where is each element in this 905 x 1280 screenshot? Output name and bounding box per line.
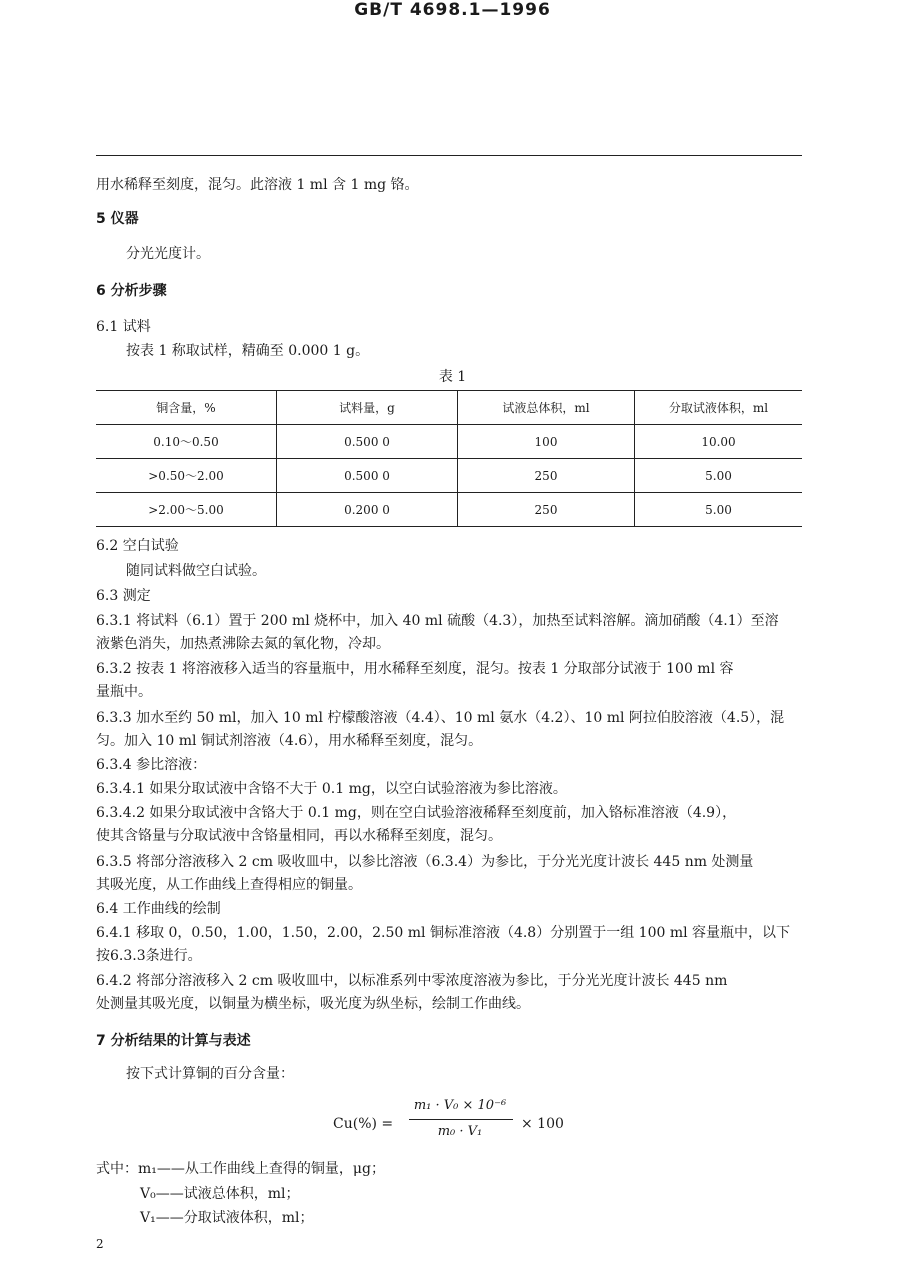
page-header: GB/T 4698.1—1996 — [354, 0, 551, 20]
text-line: 6.3.4.2 如果分取试液中含铬大于 0.1 mg，则在空白试验溶液稀释至刻度前，加入铬标准溶液（4.9）， — [96, 805, 737, 821]
text-line: 6.3.5 将部分溶液移入 2 cm 吸收皿中，以参比溶液（6.3.4）为参比，于分光光度计波长 445 nm 处测量 — [96, 854, 754, 870]
fraction-bar — [409, 1119, 513, 1120]
table-1 — [96, 390, 802, 527]
table-header-cell: 铜含量，% — [96, 391, 277, 425]
table-cell: 100 — [458, 425, 635, 459]
text-line: 分光光度计。 — [126, 246, 210, 262]
text-line: 按6.3.3条进行。 — [96, 948, 202, 964]
table-cell: 0.500 0 — [277, 459, 458, 493]
text-line: 6.3.1 将试料（6.1）置于 200 ml 烧杯中，加入 40 ml 硫酸（4.3），加热至试料溶解。滴加硝酸（4.1）至溶 — [96, 613, 779, 629]
table-cell: 5.00 — [635, 459, 803, 493]
table-cell: 10.00 — [635, 425, 803, 459]
text-line: 6.3.2 按表 1 将溶液移入适当的容量瓶中，用水稀释至刻度，混匀。按表 1 分取部分试液于 100 ml 容 — [96, 661, 734, 677]
table-cell: 0.10～0.50 — [96, 425, 277, 459]
formula — [333, 1090, 573, 1150]
section-heading-6: 6 分析步骤 — [96, 283, 167, 299]
text-line: 处测量其吸光度，以铜量为横坐标，吸光度为纵坐标，绘制工作曲线。 — [96, 996, 530, 1012]
section-heading-7: 7 分析结果的计算与表述 — [96, 1033, 251, 1049]
table-header-cell: 分取试液体积，ml — [635, 391, 803, 425]
text-line: 液紫色消失，加热煮沸除去氮的氧化物，冷却。 — [96, 636, 390, 652]
subsection-heading: 6.3 测定 — [96, 588, 151, 604]
table-cell: 250 — [458, 459, 635, 493]
text-line: 按下式计算铜的百分含量： — [126, 1066, 294, 1082]
text-line: V₀——试液总体积，ml； — [140, 1186, 300, 1202]
table-cell: 0.500 0 — [277, 425, 458, 459]
table-row — [96, 425, 802, 459]
text-line: 其吸光度，从工作曲线上查得相应的铜量。 — [96, 877, 362, 893]
text-line: 6.3.4 参比溶液： — [96, 757, 207, 773]
table-cell: 5.00 — [635, 493, 803, 527]
table-cell: >2.00～5.00 — [96, 493, 277, 527]
section-heading-5: 5 仪器 — [96, 211, 139, 227]
text-line: 使其含铬量与分取试液中含铬量相同，再以水稀释至刻度，混匀。 — [96, 828, 502, 844]
formula-numerator: m₁ · V₀ × 10⁻⁶ — [413, 1098, 507, 1113]
formula-lhs: Cu(%) = — [333, 1116, 394, 1132]
page-number: 2 — [96, 1237, 104, 1251]
table-cell: 0.200 0 — [277, 493, 458, 527]
text-line: 6.4.2 将部分溶液移入 2 cm 吸收皿中，以标准系列中零浓度溶液为参比，于分光光度计波长 445 nm — [96, 973, 728, 989]
subsection-heading: 6.4 工作曲线的绘制 — [96, 901, 221, 917]
text-line: V₁——分取试液体积，ml； — [140, 1210, 314, 1226]
text-line: 6.3.4.1 如果分取试液中含铬不大于 0.1 mg，以空白试验溶液为参比溶液。 — [96, 781, 567, 797]
header-rule — [96, 155, 802, 156]
subsection-heading: 6.2 空白试验 — [96, 538, 179, 554]
text-line: 6.4.1 移取 0，0.50，1.00，1.50，2.00，2.50 ml 铜标准溶液（4.8）分别置于一组 100 ml 容量瓶中，以下 — [96, 925, 791, 941]
text-line: 匀。加入 10 ml 铜试剂溶液（4.6），用水稀释至刻度，混匀。 — [96, 733, 483, 749]
table-caption: 表 1 — [438, 369, 467, 385]
formula-denominator: m₀ · V₁ — [437, 1124, 483, 1139]
text-line: 6.3.3 加水至约 50 ml，加入 10 ml 柠檬酸溶液（4.4）、10 ml 氨水（4.2）、10 ml 阿拉伯胶溶液（4.5），混 — [96, 710, 785, 726]
table-header-row — [96, 391, 802, 425]
text-line: 随同试料做空白试验。 — [126, 563, 266, 579]
table-cell: 250 — [458, 493, 635, 527]
table-header-cell: 试料量，g — [277, 391, 458, 425]
table-row — [96, 493, 802, 527]
table-row — [96, 459, 802, 493]
formula-rhs: × 100 — [521, 1116, 564, 1132]
subsection-heading: 6.1 试料 — [96, 319, 151, 335]
text-line: 量瓶中。 — [96, 684, 152, 700]
text-line: 用水稀释至刻度，混匀。此溶液 1 ml 含 1 mg 铬。 — [96, 177, 419, 193]
text-line: 式中：m₁——从工作曲线上查得的铜量，μg； — [96, 1161, 385, 1177]
table-cell: >0.50～2.00 — [96, 459, 277, 493]
table-header-cell: 试液总体积，ml — [458, 391, 635, 425]
text-line: 按表 1 称取试样，精确至 0.000 1 g。 — [126, 343, 370, 359]
